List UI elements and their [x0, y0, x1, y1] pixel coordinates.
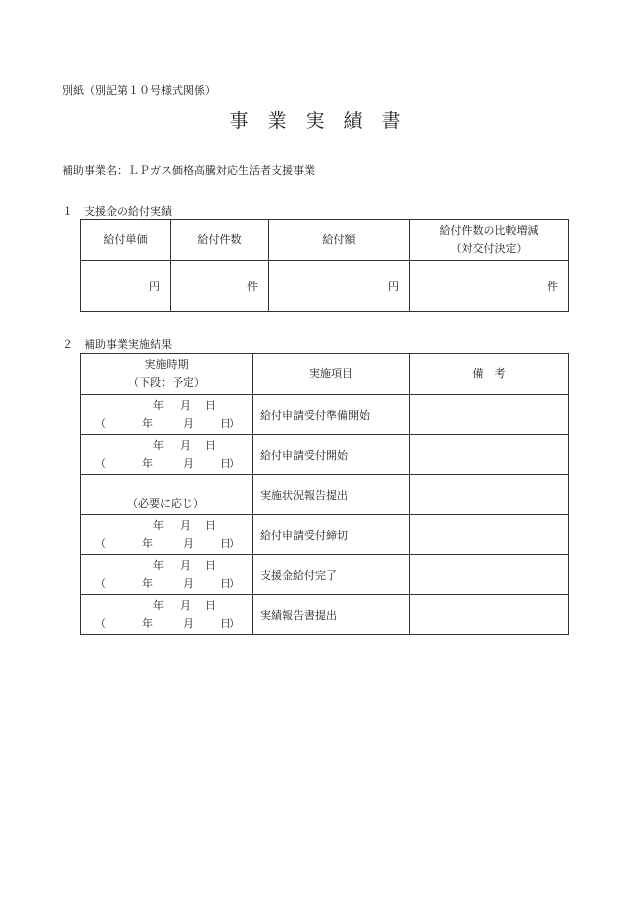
month-label: 月 — [183, 616, 194, 630]
remarks-cell[interactable] — [410, 595, 569, 635]
month-label: 月 — [180, 398, 191, 412]
table-row — [81, 395, 569, 435]
open-paren: （ — [95, 456, 106, 470]
remarks-cell[interactable] — [410, 395, 569, 435]
remarks-cell[interactable] — [410, 555, 569, 595]
planned-date-line[interactable] — [81, 415, 252, 433]
close-paren: ） — [229, 416, 240, 430]
planned-date-line[interactable] — [81, 535, 252, 553]
actual-date-line[interactable] — [81, 557, 252, 575]
table-row — [81, 435, 569, 475]
count-cell[interactable] — [171, 261, 269, 312]
year-label: 年 — [142, 576, 153, 590]
period-cell[interactable] — [81, 515, 253, 555]
table-row — [81, 475, 569, 515]
actual-date-line[interactable] — [81, 517, 252, 535]
open-paren: （ — [95, 616, 106, 630]
section1-heading: １ 支援金の給付実績 — [62, 205, 172, 218]
actual-date-line[interactable] — [81, 437, 252, 455]
count-diff-cell[interactable] — [410, 261, 569, 312]
day-label: 日 — [220, 456, 231, 470]
actual-date-line[interactable] — [81, 597, 252, 615]
open-paren: （ — [95, 536, 106, 550]
header-note: 別紙（別記第１０号様式関係） — [62, 84, 216, 97]
project-name: 補助事業名：ＬＰガス価格高騰対応生活者支援事業 — [62, 164, 315, 177]
header-count-diff-sub: （対交付決定） — [450, 242, 528, 255]
planned-date-line[interactable] — [81, 575, 252, 593]
year-label: 年 — [153, 398, 164, 412]
item-cell: 給付申請受付締切 — [253, 515, 410, 555]
item-cell: 給付申請受付準備開始 — [253, 395, 410, 435]
close-paren: ） — [229, 576, 240, 590]
document-title: 事 業 実 績 書 — [229, 110, 401, 132]
close-paren: ） — [229, 616, 240, 630]
header-period-sub: （下段：予定） — [128, 376, 205, 389]
period-cell[interactable] — [81, 395, 253, 435]
year-label: 年 — [153, 598, 164, 612]
month-label: 月 — [180, 598, 191, 612]
month-label: 月 — [180, 558, 191, 572]
unit-ken: 件 — [547, 280, 558, 293]
actual-date-line[interactable] — [81, 397, 252, 415]
payment-results-table — [80, 219, 569, 312]
month-label: 月 — [183, 536, 194, 550]
header-period-label: 実施時期 — [144, 358, 189, 371]
header-count: 給付件数 — [171, 220, 269, 261]
table-row — [81, 555, 569, 595]
month-label: 月 — [183, 576, 194, 590]
header-count-diff — [410, 220, 569, 261]
year-label: 年 — [153, 438, 164, 452]
planned-date-line[interactable] — [81, 455, 252, 473]
day-label: 日 — [205, 598, 216, 612]
day-label: 日 — [205, 398, 216, 412]
unit-price-cell[interactable] — [81, 261, 171, 312]
close-paren: ） — [229, 536, 240, 550]
item-cell: 支援金給付完了 — [253, 555, 410, 595]
remarks-cell[interactable] — [410, 435, 569, 475]
as-needed-note: （必要に応じ） — [127, 496, 204, 510]
remarks-cell[interactable] — [410, 515, 569, 555]
table-row — [81, 595, 569, 635]
planned-date-line[interactable] — [81, 615, 252, 633]
year-label: 年 — [153, 558, 164, 572]
day-label: 日 — [205, 518, 216, 532]
unit-yen: 円 — [388, 280, 399, 293]
table-row — [81, 515, 569, 555]
month-label: 月 — [183, 456, 194, 470]
month-label: 月 — [180, 518, 191, 532]
remarks-cell[interactable] — [410, 475, 569, 515]
unit-ken: 件 — [247, 280, 258, 293]
item-cell: 給付申請受付開始 — [253, 435, 410, 475]
month-label: 月 — [183, 416, 194, 430]
period-cell[interactable] — [81, 435, 253, 475]
day-label: 日 — [205, 558, 216, 572]
year-label: 年 — [142, 416, 153, 430]
month-label: 月 — [180, 438, 191, 452]
year-label: 年 — [142, 616, 153, 630]
day-label: 日 — [220, 536, 231, 550]
period-cell[interactable] — [81, 595, 253, 635]
header-item: 実施項目 — [253, 354, 410, 395]
item-cell: 実施状況報告提出 — [253, 475, 410, 515]
day-label: 日 — [220, 616, 231, 630]
day-label: 日 — [220, 576, 231, 590]
header-unit-price: 給付単価 — [81, 220, 171, 261]
header-remarks: 備 考 — [410, 354, 569, 395]
open-paren: （ — [95, 416, 106, 430]
year-label: 年 — [142, 456, 153, 470]
amount-cell[interactable] — [269, 261, 410, 312]
unit-yen: 円 — [149, 280, 160, 293]
year-label: 年 — [142, 536, 153, 550]
close-paren: ） — [229, 456, 240, 470]
section2-heading: ２ 補助事業実施結果 — [62, 338, 172, 351]
period-cell[interactable] — [81, 555, 253, 595]
item-cell: 実績報告書提出 — [253, 595, 410, 635]
header-count-diff-label: 給付件数の比較増減 — [439, 224, 539, 237]
year-label: 年 — [153, 518, 164, 532]
header-amount: 給付額 — [269, 220, 410, 261]
header-period — [81, 354, 253, 395]
period-cell[interactable] — [81, 475, 253, 515]
day-label: 日 — [205, 438, 216, 452]
day-label: 日 — [220, 416, 231, 430]
implementation-results-table — [80, 353, 569, 635]
open-paren: （ — [95, 576, 106, 590]
